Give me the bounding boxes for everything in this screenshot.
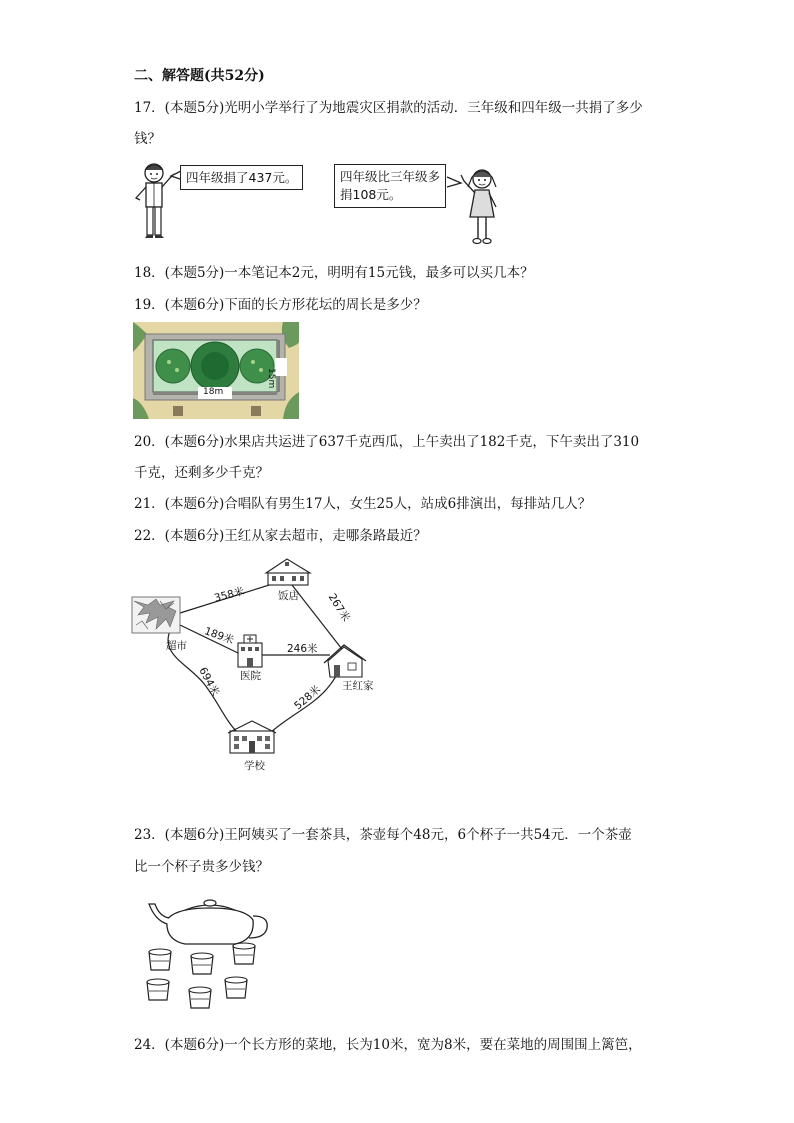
cup-icon-1 bbox=[149, 949, 171, 970]
q24-line1: 24．(本题6分)一个长方形的菜地，长为10米，宽为8米，要在菜地的周围围上篱笆， bbox=[134, 1037, 642, 1053]
q23-line1: 23．(本题6分)王阿姨买了一套茶具，茶壶每个48元，6个杯子一共54元．一个茶壶 bbox=[134, 827, 632, 843]
place-hospital: 医院 bbox=[240, 670, 261, 682]
place-restaurant: 饭店 bbox=[278, 590, 299, 602]
distance-school-home: 528米 bbox=[292, 683, 324, 713]
boy-speech-bubble: 四年级捐了437元。 bbox=[180, 165, 303, 190]
girl-speech-bubble bbox=[334, 164, 446, 208]
cup-icon-2 bbox=[191, 953, 213, 974]
restaurant-icon bbox=[266, 559, 310, 585]
girl-bubble-line2: 捐108元。 bbox=[340, 187, 402, 202]
cup-icon-5 bbox=[189, 987, 211, 1008]
home-icon bbox=[324, 645, 366, 677]
cup-icon-6 bbox=[225, 977, 247, 998]
q20-line1: 20．(本题6分)水果店共运进了637千克西瓜，上午卖出了182千克，下午卖出了310 bbox=[134, 434, 640, 450]
place-home: 王红家 bbox=[342, 680, 374, 692]
supermarket-icon bbox=[132, 597, 180, 633]
girl-bubble-line1: 四年级比三年级多 bbox=[340, 169, 441, 184]
place-school: 学校 bbox=[244, 760, 265, 772]
flower-bed-width-label: 15m bbox=[266, 368, 276, 389]
distance-supermarket-restaurant: 358米 bbox=[213, 585, 246, 605]
section-title: 二、解答题(共52分) bbox=[134, 68, 265, 84]
school-icon bbox=[228, 721, 276, 753]
q18-text: 18．(本题5分)一本笔记本2元，明明有15元钱，最多可以买几本？ bbox=[134, 265, 534, 281]
flower-bed-length-label: 18m bbox=[203, 387, 224, 397]
cup-icon-4 bbox=[147, 979, 169, 1000]
q23-line2: 比一个杯子贵多少钱？ bbox=[134, 859, 269, 875]
girl-illustration bbox=[458, 165, 504, 247]
distance-supermarket-school: 694米 bbox=[196, 665, 222, 699]
q20-line2: 千克，还剩多少千克？ bbox=[134, 465, 269, 481]
distance-supermarket-hospital: 189米 bbox=[202, 625, 236, 647]
hospital-icon bbox=[238, 635, 262, 667]
q22-text: 22．(本题6分)王红从家去超市，走哪条路最近？ bbox=[134, 528, 427, 544]
q17-line1: 17．(本题5分)光明小学举行了为地震灾区捐款的活动．三年级和四年级一共捐了多少 bbox=[134, 100, 643, 116]
tea-set-illustration bbox=[145, 890, 275, 1015]
distance-hospital-home: 246米 bbox=[287, 643, 318, 655]
teapot-icon bbox=[149, 900, 267, 944]
place-supermarket: 超市 bbox=[166, 640, 187, 652]
q21-text: 21．(本题6分)合唱队有男生17人，女生25人，站成6排演出，每排站几人？ bbox=[134, 496, 592, 512]
distance-restaurant-home: 267米 bbox=[325, 591, 353, 624]
cup-icon-3 bbox=[233, 943, 255, 964]
q17-line2: 钱？ bbox=[134, 131, 161, 147]
q19-text: 19．(本题6分)下面的长方形花坛的周长是多少？ bbox=[134, 297, 427, 313]
